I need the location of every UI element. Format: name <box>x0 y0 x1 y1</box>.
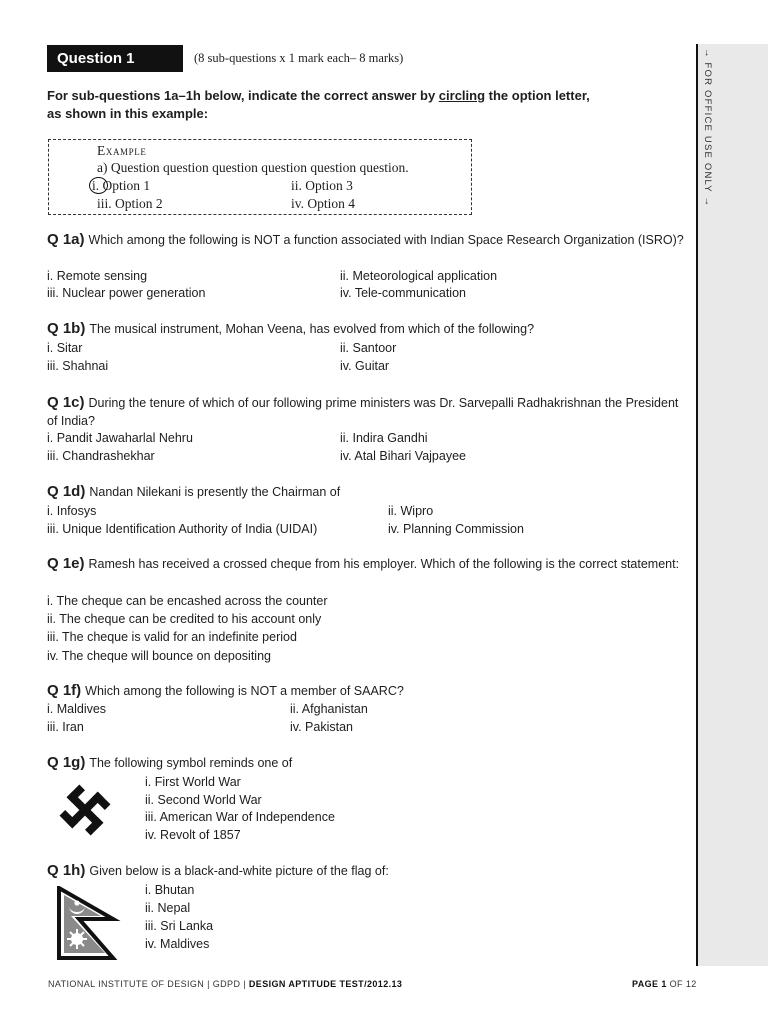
question-1h <box>47 862 692 880</box>
option[interactable]: iii. The cheque is valid for an indefinite period <box>47 630 297 644</box>
office-use-label: → FOR OFFICE USE ONLY → <box>702 48 713 208</box>
option[interactable]: iv. Maldives <box>145 937 210 951</box>
option[interactable]: iv. Tele-communication <box>340 286 466 300</box>
question-text: Nandan Nilekani is presently the Chairman of <box>89 485 341 499</box>
option[interactable]: ii. Indira Gandhi <box>340 431 428 445</box>
example-heading: Example <box>97 143 147 158</box>
instruction-underlined: circling <box>438 88 486 103</box>
question-1d <box>47 483 692 501</box>
example-option: iv. Option 4 <box>291 196 355 211</box>
option[interactable]: ii. Wipro <box>388 504 434 518</box>
option[interactable]: iv. Atal Bihari Vajpayee <box>340 449 466 463</box>
option[interactable]: iii. Sri Lanka <box>145 919 214 933</box>
marks-note: (8 sub-questions x 1 mark each– 8 marks) <box>194 51 404 65</box>
question-1g <box>47 754 692 772</box>
page-total: OF 12 <box>666 979 697 989</box>
nepal-flag-image <box>57 886 121 960</box>
question-number: Q 1h) <box>47 862 86 879</box>
question-title: Question 1 <box>47 45 183 72</box>
page-word: PAGE <box>632 979 662 989</box>
question-number: Q 1b) <box>47 320 86 337</box>
question-number: Q 1f) <box>47 682 82 699</box>
option[interactable]: i. Pandit Jawaharlal Nehru <box>47 431 193 445</box>
option[interactable]: i. Remote sensing <box>47 269 148 283</box>
question-number: Q 1a) <box>47 231 85 248</box>
question-number: Q 1c) <box>47 394 85 411</box>
option[interactable]: iii. Nuclear power generation <box>47 286 206 300</box>
footer-test-name: DESIGN APTITUDE TEST/2012.13 <box>248 979 403 989</box>
question-1c <box>47 394 692 430</box>
option[interactable]: i. The cheque can be encashed across the counter <box>47 594 328 608</box>
example-question: a) Question question question question question question. <box>97 160 409 175</box>
example-option: iii. Option 2 <box>97 196 163 211</box>
option[interactable]: ii. Meteorological application <box>340 269 498 283</box>
question-1f <box>47 682 692 700</box>
option[interactable]: ii. Nepal <box>145 901 191 915</box>
question-1b <box>47 320 692 338</box>
question-number: Q 1g) <box>47 754 86 771</box>
option[interactable]: iv. Planning Commission <box>388 522 524 536</box>
option[interactable]: iii. Shahnai <box>47 359 109 373</box>
option[interactable]: ii. Second World War <box>145 793 262 807</box>
question-text: Given below is a black-and-white picture of the flag of: <box>89 864 389 878</box>
instruction-text-end: the option letter, <box>485 88 590 103</box>
question-text: The musical instrument, Mohan Veena, has evolved from which of the following? <box>89 322 535 336</box>
instruction-text: For sub-questions 1a–1h below, indicate the correct answer by <box>47 88 439 103</box>
option[interactable]: ii. Santoor <box>340 341 397 355</box>
example-option: ii. Option 3 <box>291 178 353 193</box>
question-number: Q 1e) <box>47 555 85 572</box>
page-number: 1 <box>661 979 667 989</box>
footer-institute <box>48 979 402 989</box>
option[interactable]: i. First World War <box>145 775 241 789</box>
option[interactable]: iii. American War of Independence <box>145 810 335 824</box>
option[interactable]: ii. Afghanistan <box>290 702 368 716</box>
option[interactable]: iv. Guitar <box>340 359 390 373</box>
question-text: During the tenure of which of our following prime ministers was Dr. Sarvepalli Radhakrishnan the President of India? <box>47 396 679 428</box>
option[interactable]: iii. Unique Identification Authority of India (UIDAI) <box>47 522 318 536</box>
footer-institute-text: NATIONAL INSTITUTE OF DESIGN | GDPD | <box>48 979 249 989</box>
option[interactable]: iv. The cheque will bounce on depositing <box>47 649 271 663</box>
option[interactable]: iv. Pakistan <box>290 720 353 734</box>
question-text: The following symbol reminds one of <box>89 756 293 770</box>
question-1a <box>47 231 692 249</box>
option[interactable]: ii. The cheque can be credited to his account only <box>47 612 322 626</box>
option[interactable]: iv. Revolt of 1857 <box>145 828 241 842</box>
option[interactable]: iii. Chandrashekhar <box>47 449 155 463</box>
instruction-line2: as shown in this example: <box>47 106 209 121</box>
option[interactable]: i. Infosys <box>47 504 97 518</box>
option[interactable]: i. Maldives <box>47 702 107 716</box>
question-text: Ramesh has received a crossed cheque from his employer. Which of the following is the correct statement: <box>88 557 680 571</box>
footer-page-indicator <box>632 979 697 989</box>
question-text: Which among the following is NOT a function associated with Indian Space Research Organization (ISRO)? <box>88 233 684 247</box>
question-text: Which among the following is NOT a member of SAARC? <box>85 684 404 698</box>
option[interactable]: i. Bhutan <box>145 883 195 897</box>
option[interactable]: i. Sitar <box>47 341 83 355</box>
instructions <box>47 87 677 123</box>
question-1e <box>47 555 692 573</box>
swastika-symbol-image <box>51 778 119 842</box>
question-number: Q 1d) <box>47 483 86 500</box>
option[interactable]: iii. Iran <box>47 720 84 734</box>
example-box <box>48 139 472 215</box>
example-option: i. Option 1 <box>92 178 151 193</box>
